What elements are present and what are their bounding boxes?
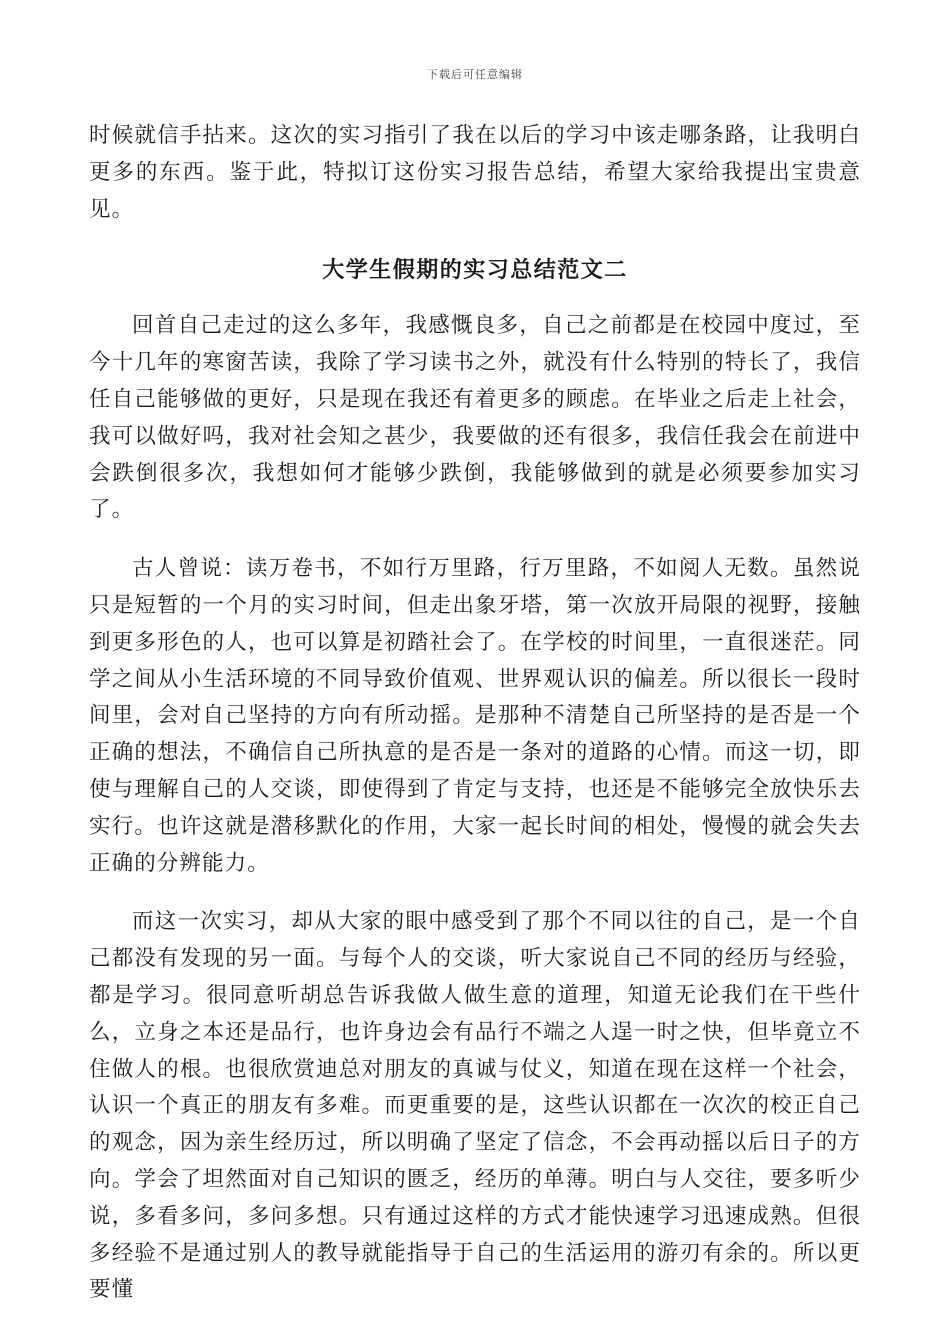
body-paragraph-1: 回首自己走过的这么多年，我感慨良多，自己之前都是在校园中度过，至今十几年的寒窗苦读，我除了学习读书之外，就没有什么特别的特长了，我信任自己能够做的更好，只是现在我还有着更多的顾虑。在毕业之后走上社会，我可以做好吗，我对社会知之甚少，我要做的还有很多，我信任我会在前进中会跌倒很多次，我想如何才能够少跌倒，我能够做到的就是必须要参加实习了。: [89, 313, 861, 523]
intro-paragraph: 时候就信手拈来。这次的实习指引了我在以后的学习中该走哪条路，让我明白更多的东西。鉴于此，特拟订这份实习报告总结，希望大家给我提出宝贵意见。: [89, 123, 861, 222]
body-paragraph-2: 古人曾说：读万卷书，不如行万里路，行万里路，不如阅人无数。虽然说只是短暂的一个月的实习时间，但走出象牙塔，第一次放开局限的视野，接触到更多形色的人，也可以算是初踏社会了。在学校的时间里，一直很迷茫。同学之间从小生活环境的不同导致价值观、世界观认识的偏差。所以很长一段时间里，会对自己坚持的方向有所动摇。是那种不清楚自己所坚持的是否是一个正确的想法，不确信自己所执意的是否是一条对的道路的心情。而这一切，即使与理解自己的人交谈，即使得到了肯定与支持，也还是不能够完全放快乐去实行。也许这就是潜移默化的作用，大家一起长时间的相处，慢慢的就会失去正确的分辨能力。: [89, 556, 861, 876]
body-paragraph-3: 而这一次实习，却从大家的眼中感受到了那个不同以往的自己，是一个自己都没有发现的另一面。与每个人的交谈，听大家说自己不同的经历与经验，都是学习。很同意听胡总告诉我做人做生意的道理，知道无论我们在干些什么，立身之本还是品行，也许身边会有品行不端之人逞一时之快，但毕竟立不住做人的根。也很欣赏迪总对朋友的真诚与仗义，知道在现在这样一个社会，认识一个真正的朋友有多难。而更重要的是，这些认识都在一次次的校正自己的观念，因为亲生经历过，所以明确了坚定了信念，不会再动摇以后日子的方向。学会了坦然面对自己知识的匮乏，经历的单薄。明白与人交往，要多听少说，多看多问，多问多想。只有通过这样的方式才能快速学习迅速成熟。但很多经验不是通过别人的教导就能指导于自己的生活运用的游刃有余的。所以更要懂: [89, 909, 861, 1303]
page-header-note: 下载后可任意编辑: [427, 68, 523, 81]
document-body: [89, 118, 861, 1309]
section-title: 大学生假期的实习总结范文二: [322, 257, 628, 284]
